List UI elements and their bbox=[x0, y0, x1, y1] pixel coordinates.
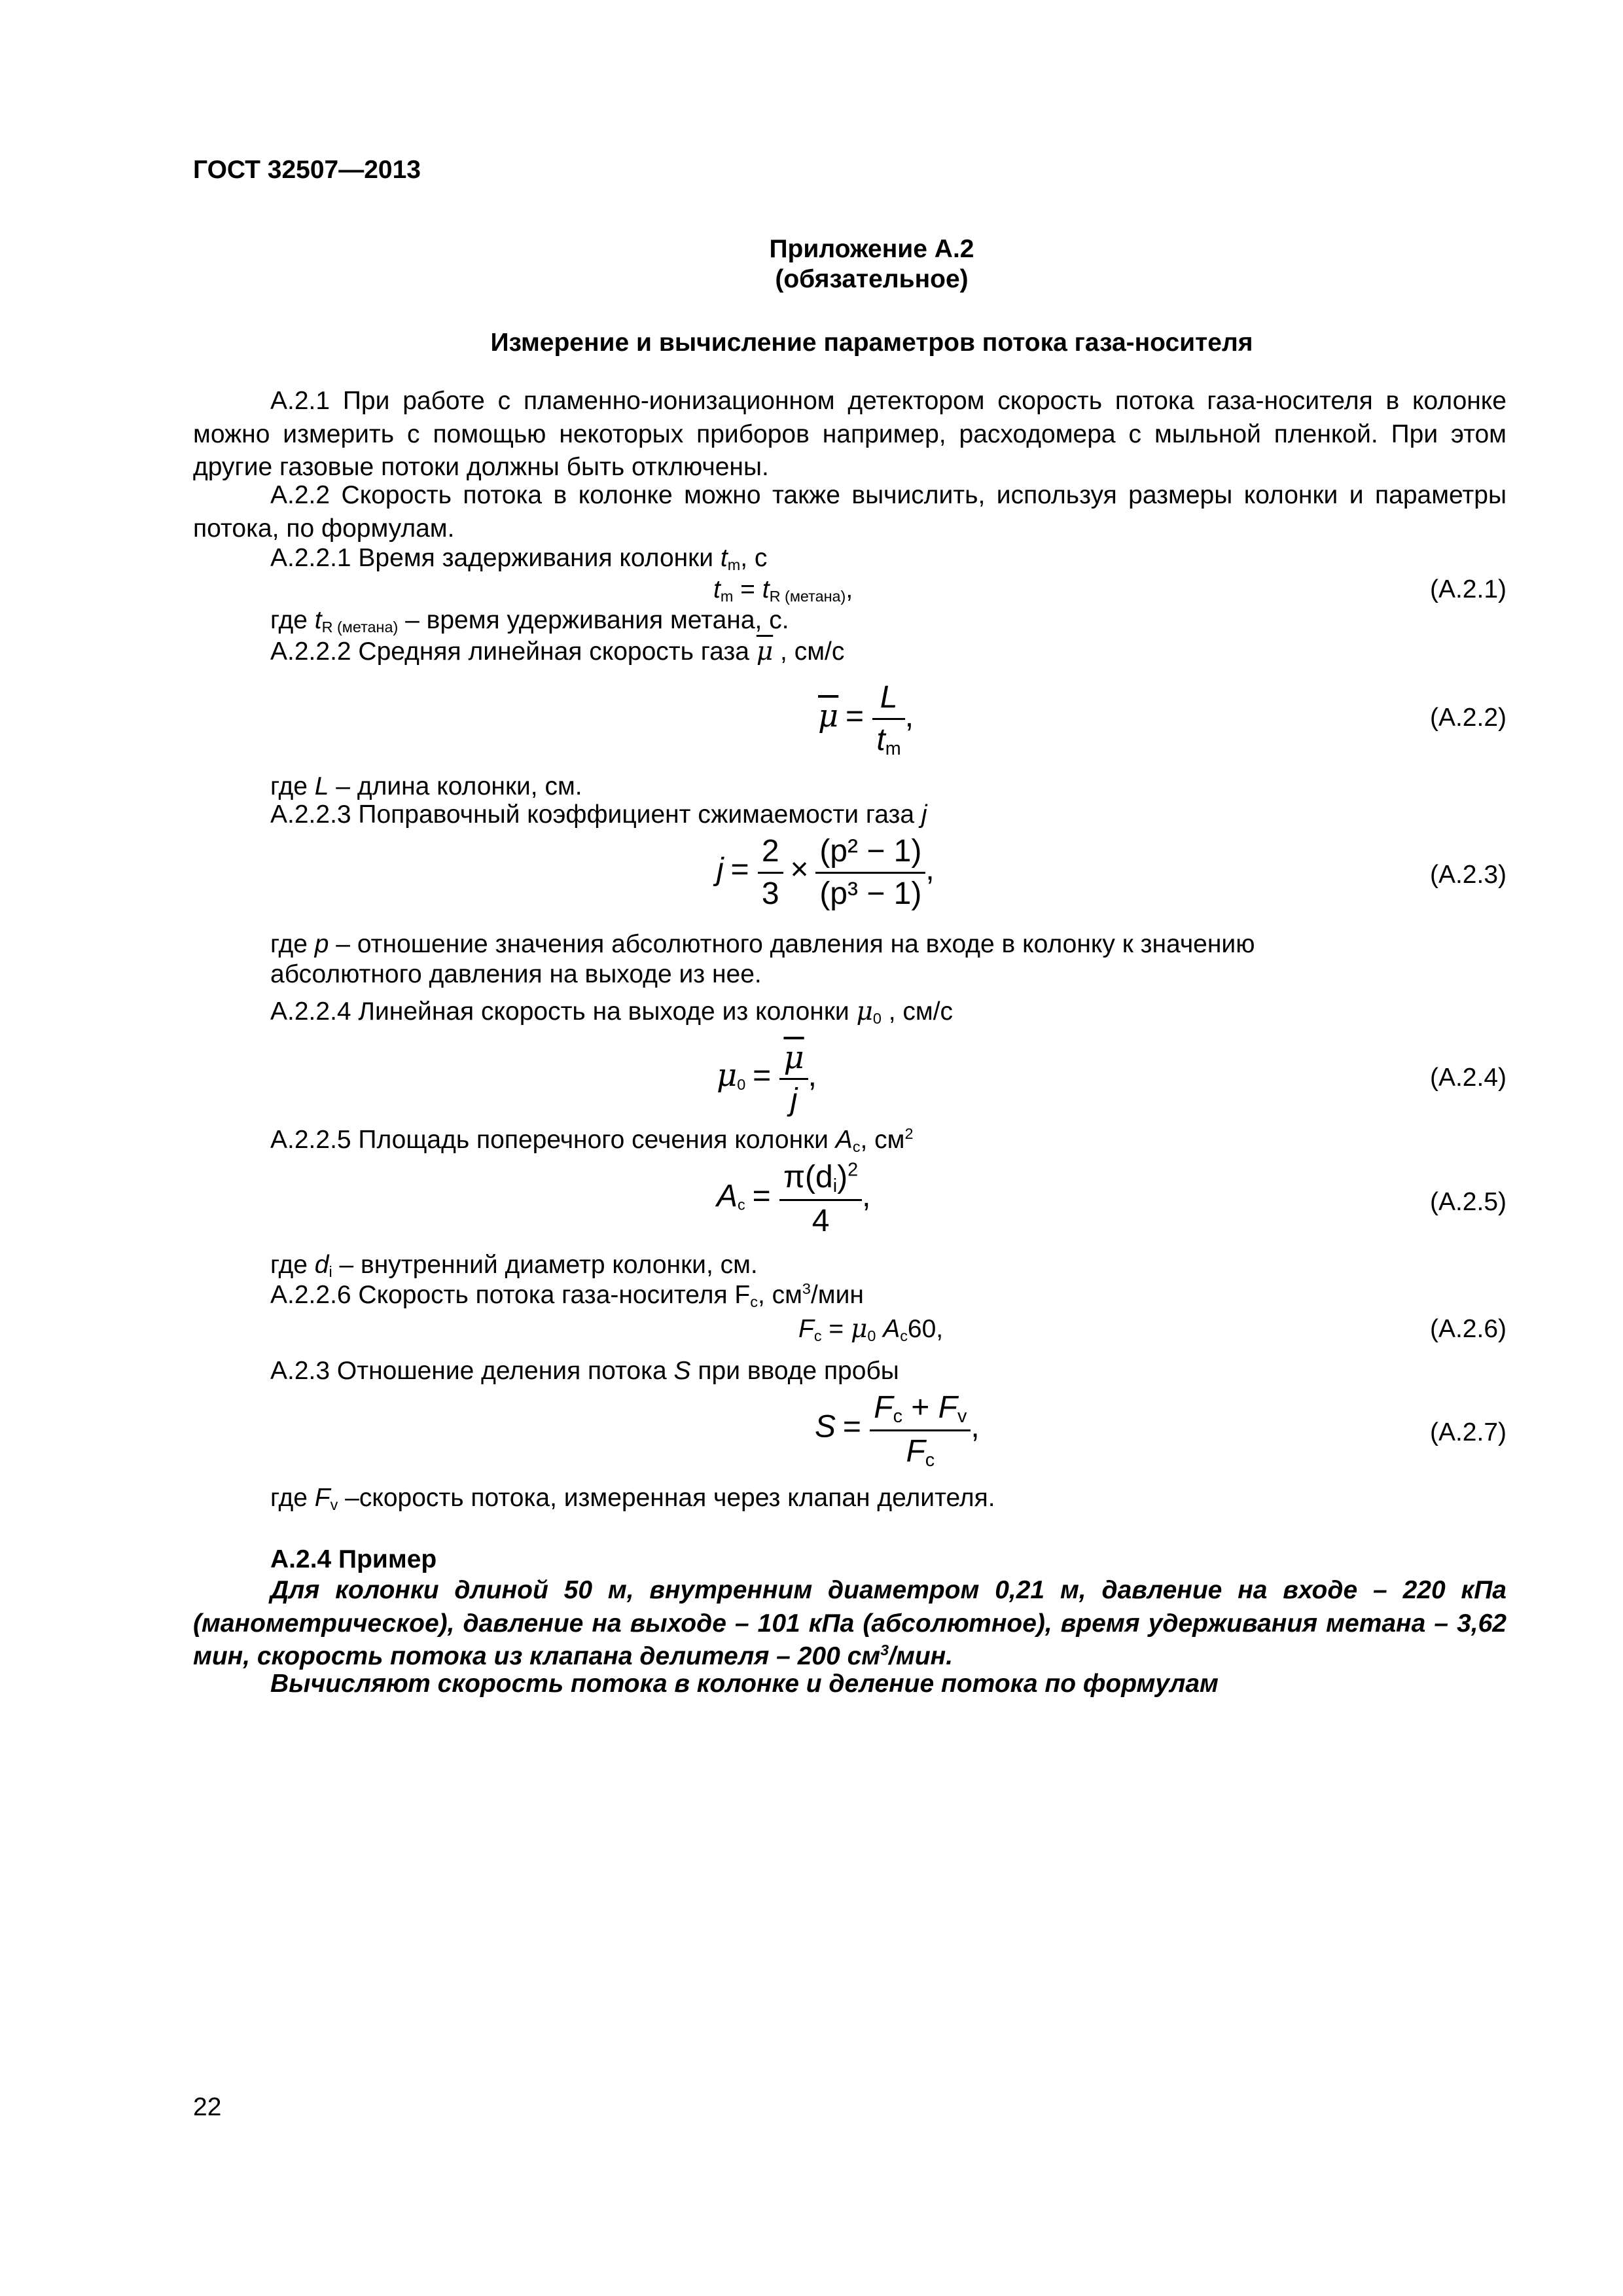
a222-where: где L – длина колонки, см. bbox=[270, 772, 582, 800]
formula-a26: $F_c = \mu_0$ $A_c60$, bbox=[798, 1314, 944, 1344]
paragraph-a22: А.2.2 Скорость потока в колонке можно также вычислить, используя размеры колонки и параметры потока, по формулам. bbox=[193, 481, 1507, 543]
formula-a27: S = $\frac{F_c + F_v}{F_c}$ , bbox=[815, 1388, 980, 1473]
a225-lead: А.2.2.5 Площадь поперечного сечения колонки $A_c$, $см^2$ bbox=[270, 1125, 914, 1155]
equation-number-a21: (А.2.1) bbox=[1429, 575, 1507, 603]
page-number: 22 bbox=[193, 2093, 222, 2121]
section-title: Измерение и вычисление параметров потока газа-носителя bbox=[490, 329, 1253, 357]
a23-where: где $F_v$ –скорость потока, измеренная через клапан делителя. bbox=[270, 1484, 995, 1513]
a221-where: где $t_{R (метана)}$ – время удерживания метана, с. bbox=[270, 606, 789, 636]
equation-number-a24: (А.2.4) bbox=[1429, 1064, 1507, 1092]
formula-a24: $\mu_0$ = $\frac{\overline{\mu}}{j}$ , bbox=[717, 1037, 817, 1121]
formula-a21: $t_m = t_{R (метана)}$, bbox=[713, 575, 853, 605]
example-last-line: Вычисляют скорость потока в колонке и деление потока по формулам bbox=[270, 1670, 1219, 1698]
equation-number-a27: (А.2.7) bbox=[1429, 1418, 1507, 1446]
a225-where: где $d_i$ – внутренний диаметр колонки, см. bbox=[270, 1251, 758, 1280]
formula-a25: $A_c$ = $\frac{\pi(d_i)^2}{4}$ , bbox=[717, 1157, 870, 1242]
a23-lead: А.2.3 Отношение деления потока S при вводе пробы bbox=[270, 1357, 899, 1385]
appendix-subtitle: (обязательное) bbox=[775, 265, 969, 293]
a223-lead: А.2.2.3 Поправочный коэффициент сжимаемости газа j bbox=[270, 800, 927, 829]
example-title: А.2.4 Пример bbox=[270, 1545, 437, 1573]
equation-number-a23: (А.2.3) bbox=[1429, 861, 1507, 889]
a222-lead: А.2.2.2 Средняя линейная скорость газа $\overline{\mu}$ , см/с bbox=[270, 637, 845, 666]
appendix-title: Приложение А.2 bbox=[769, 235, 974, 263]
paragraph-a21: А.2.1 При работе с пламенно-ионизационном детектором скорость потока газа-носителя в колонке можно измерить с помощью некоторых приборов например, расходомера с мыльной пленкой. При этом другие газовые потоки должны быть отключены. bbox=[193, 387, 1507, 482]
document-header: ГОСТ 32507—2013 bbox=[193, 156, 421, 184]
equation-number-a22: (А.2.2) bbox=[1429, 704, 1507, 732]
formula-a22: $\overline{\mu}$ = $\frac{L}{t_m}$ , bbox=[818, 677, 914, 762]
example-text: Для колонки длиной 50 м, внутренним диаметром 0,21 м, давление на входе – 220 кПа (манометрическое), давление на выходе – 101 кПа (абсолютное), время удерживания метана – 3,62 мин, скорость потока из клапана делителя – 200 $см^3$/мин. bbox=[193, 1576, 1507, 1671]
a226-lead: А.2.2.6 Скорость потока газа-носителя $F_c$, $см^3$/мин bbox=[270, 1280, 864, 1310]
a221-lead: А.2.2.1 Время задерживания колонки $t_m$, с bbox=[270, 544, 768, 573]
equation-number-a25: (А.2.5) bbox=[1429, 1188, 1507, 1216]
formula-a23: j = $\frac{2}{3}$ × $\frac{\text{(p² − 1)}}{\text{(p³ − 1)}}$ , bbox=[717, 831, 935, 915]
a223-where-cont: абсолютного давления на выходе из нее. bbox=[270, 960, 762, 988]
equation-number-a26: (А.2.6) bbox=[1429, 1315, 1507, 1343]
a223-where: где p – отношение значения абсолютного давления на входе в колонку к значению bbox=[270, 930, 1255, 958]
a224-lead: А.2.2.4 Линейная скорость на выходе из колонки $\mu_0$ , см/с bbox=[270, 997, 954, 1027]
fraction-a22: $\frac{L}{t_m}$ bbox=[872, 677, 904, 762]
